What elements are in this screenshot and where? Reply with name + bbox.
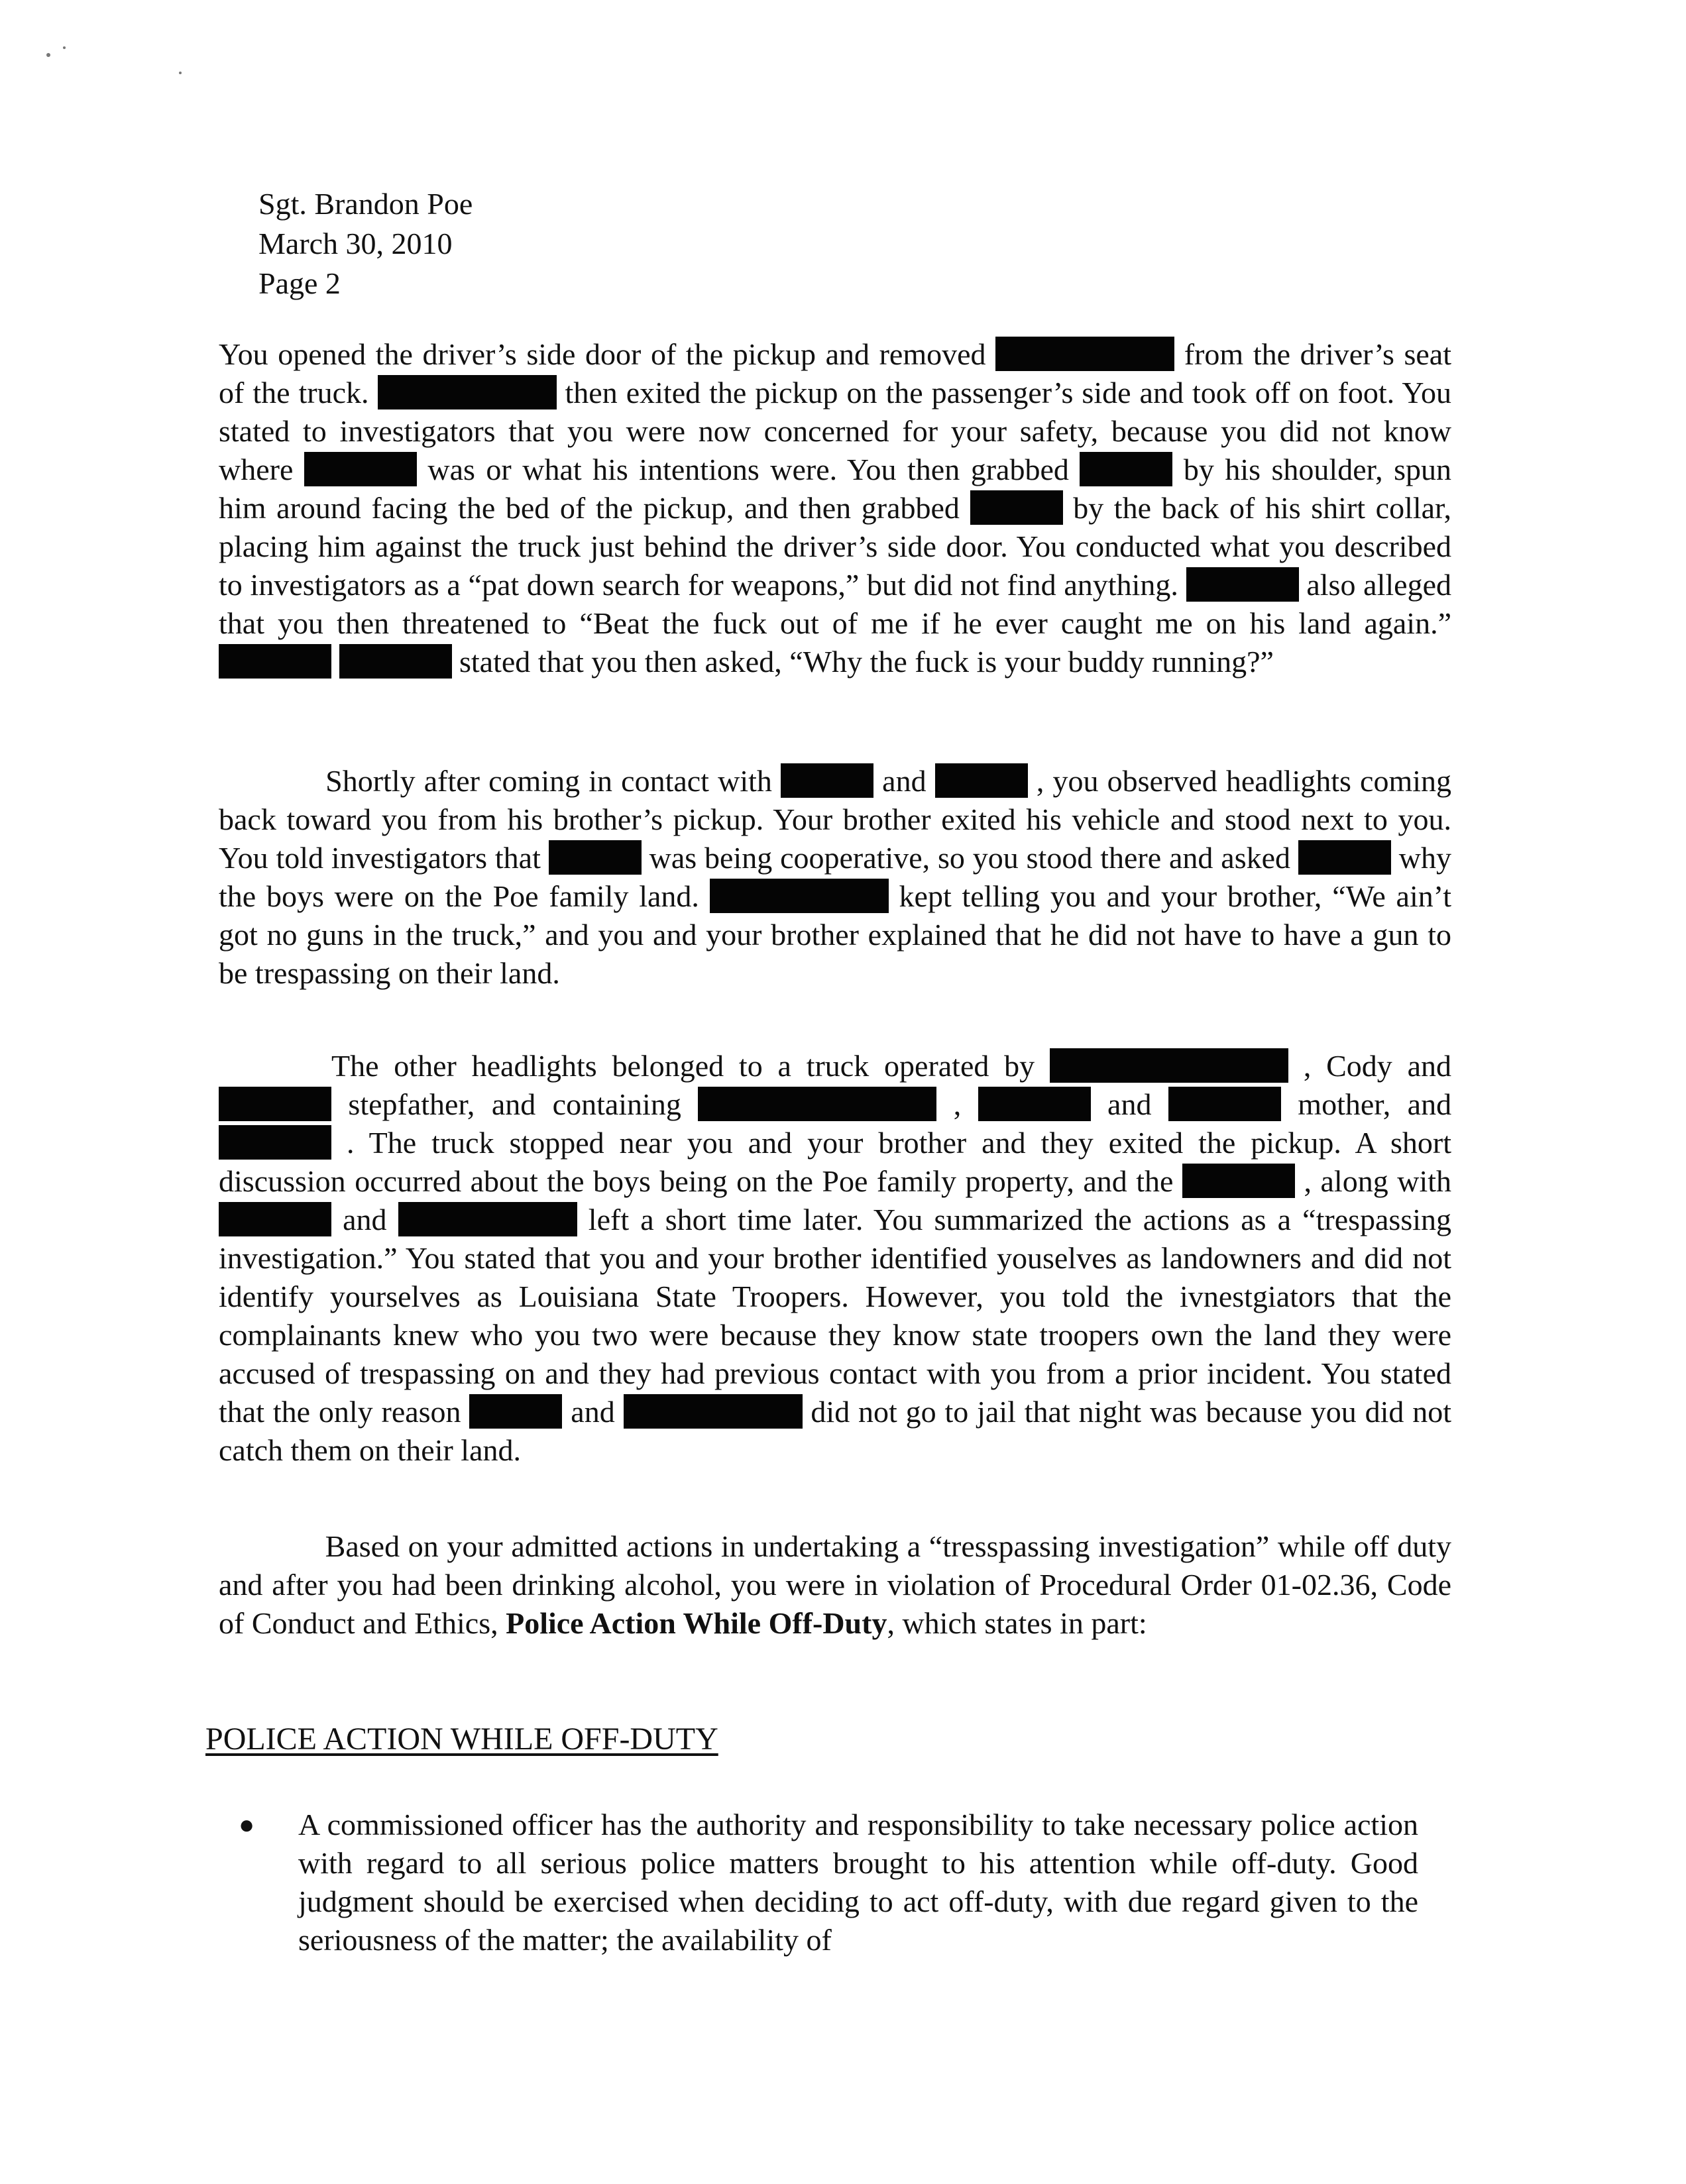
scan-speck	[46, 53, 50, 57]
text-segment: also alleged that you then threatened to “Beat the fuck out of me if he ever caught me on his land again.”	[219, 568, 1451, 640]
text-segment: was being cooperative, so you stood there and asked	[649, 841, 1291, 875]
redaction-block	[710, 879, 889, 913]
redaction-block	[219, 1087, 331, 1121]
paragraph-1	[219, 335, 1451, 681]
text-segment: , you observed headlights coming back toward you from his brother’s pickup. Your brother exited his vehicle and stood next to you. You told investigators that	[219, 764, 1452, 875]
redaction-block	[304, 452, 417, 486]
redaction-block	[624, 1394, 803, 1429]
text-segment: why the boys were on the Poe family land.	[219, 841, 1452, 913]
text-segment: by his shoulder, spun him around facing the bed of the pickup, and then grabbed	[219, 453, 1452, 525]
redaction-block	[549, 840, 642, 875]
text-segment: and	[571, 1395, 615, 1429]
text-segment: left a short time later. You summarized the actions as a “trespassing investigation.” You stated that you and your brother identified youselves as landowners and did not identify yourselves as Louisiana State Troopers. However, you told the ivnestgiators that the complainants knew who you two were because they know state troopers own the land they were accused of trespassing on and they had previous contact with you from a prior incident. You stated that the only reason	[219, 1203, 1452, 1429]
bullet-dot-icon: ●	[239, 1810, 255, 1839]
paragraph-3	[219, 1047, 1451, 1470]
page-number: Page 2	[258, 266, 341, 300]
paragraph-4	[219, 1527, 1451, 1643]
redaction-block	[469, 1394, 562, 1429]
text-segment: , which states in part:	[887, 1606, 1147, 1640]
redaction-block	[1050, 1048, 1288, 1083]
text-segment: mother, and	[1298, 1087, 1452, 1121]
paragraph-2	[219, 762, 1451, 993]
text-segment: ,	[953, 1087, 962, 1121]
text-segment: and	[343, 1203, 387, 1236]
letter-date: March 30, 2010	[258, 227, 453, 260]
redaction-block	[339, 644, 452, 679]
redaction-block	[935, 763, 1028, 798]
redaction-block	[1080, 452, 1172, 486]
redaction-block	[1168, 1087, 1281, 1121]
redaction-block	[1298, 840, 1391, 875]
text-segment: Shortly after coming in contact with	[325, 764, 772, 798]
text-segment: The other headlights belonged to a truck operated by	[331, 1049, 1035, 1083]
redaction-block	[219, 1125, 331, 1160]
text-segment: by the back of his shirt collar, placing him against the truck just behind the driver’s side door. You conducted what you described to investigators as a “pat down search for weapons,” but did not find anything.	[219, 491, 1452, 602]
redaction-block	[970, 490, 1063, 525]
redaction-block	[219, 644, 331, 679]
text-segment: did not go to jail that night was because you did not catch them on their land.	[219, 1395, 1452, 1467]
text-segment: , Cody and	[1303, 1049, 1452, 1083]
text-segment: then exited the pickup on the passenger’s side and took off on foot. You stated to investigators that you were now concerned for your safety, because you did not know where	[219, 376, 1452, 486]
redaction-block	[1182, 1164, 1295, 1198]
redaction-block	[698, 1087, 936, 1121]
redaction-block	[378, 375, 557, 410]
bullet-text: A commissioned officer has the authority and responsibility to take necessary police action with regard to all serious police matters brought to his attention while off-duty. Good judgment should be exercised when deciding to act off-duty, with due regard given to the seriousness of the matter; the availability of	[298, 1808, 1418, 1957]
redaction-block	[1186, 567, 1299, 602]
redaction-block	[781, 763, 873, 798]
policy-bullet	[239, 1806, 1418, 1959]
redaction-block	[995, 337, 1174, 371]
text-segment: Based on your admitted actions in undertaking a “tresspassing investigation” while off duty and after you had been drinking alcohol, you were in violation of Procedural Order 01-02.36, Code of Conduct and Ethics,	[219, 1529, 1451, 1640]
policy-name: Police Action While Off-Duty	[506, 1606, 887, 1640]
redaction-block	[219, 1202, 331, 1236]
section-heading: POLICE ACTION WHILE OFF-DUTY	[205, 1721, 718, 1757]
redaction-block	[978, 1087, 1091, 1121]
text-segment: stepfather, and containing	[348, 1087, 681, 1121]
text-segment: , along with	[1304, 1164, 1452, 1198]
text-segment: . The truck stopped near you and your brother and they exited the pickup. A short discussion occurred about the boys being on the Poe family property, and the	[219, 1126, 1451, 1198]
text-segment: and	[1107, 1087, 1152, 1121]
scan-speck	[63, 46, 66, 49]
text-segment: You opened the driver’s side door of the pickup and removed	[219, 337, 986, 371]
recipient-name: Sgt. Brandon Poe	[258, 187, 473, 221]
text-segment: stated that you then asked, “Why the fuck is your buddy running?”	[459, 645, 1274, 679]
text-segment: and	[882, 764, 927, 798]
text-segment: from the driver’s seat of the truck.	[219, 337, 1452, 410]
scan-speck	[179, 72, 182, 74]
letter-header	[258, 184, 473, 303]
text-segment: was or what his intentions were. You then grabbed	[427, 453, 1069, 486]
redaction-block	[398, 1202, 577, 1236]
text-segment: kept telling you and your brother, “We ain’t got no guns in the truck,” and you and your brother explained that he did not have to have a gun to be trespassing on their land.	[219, 879, 1452, 990]
